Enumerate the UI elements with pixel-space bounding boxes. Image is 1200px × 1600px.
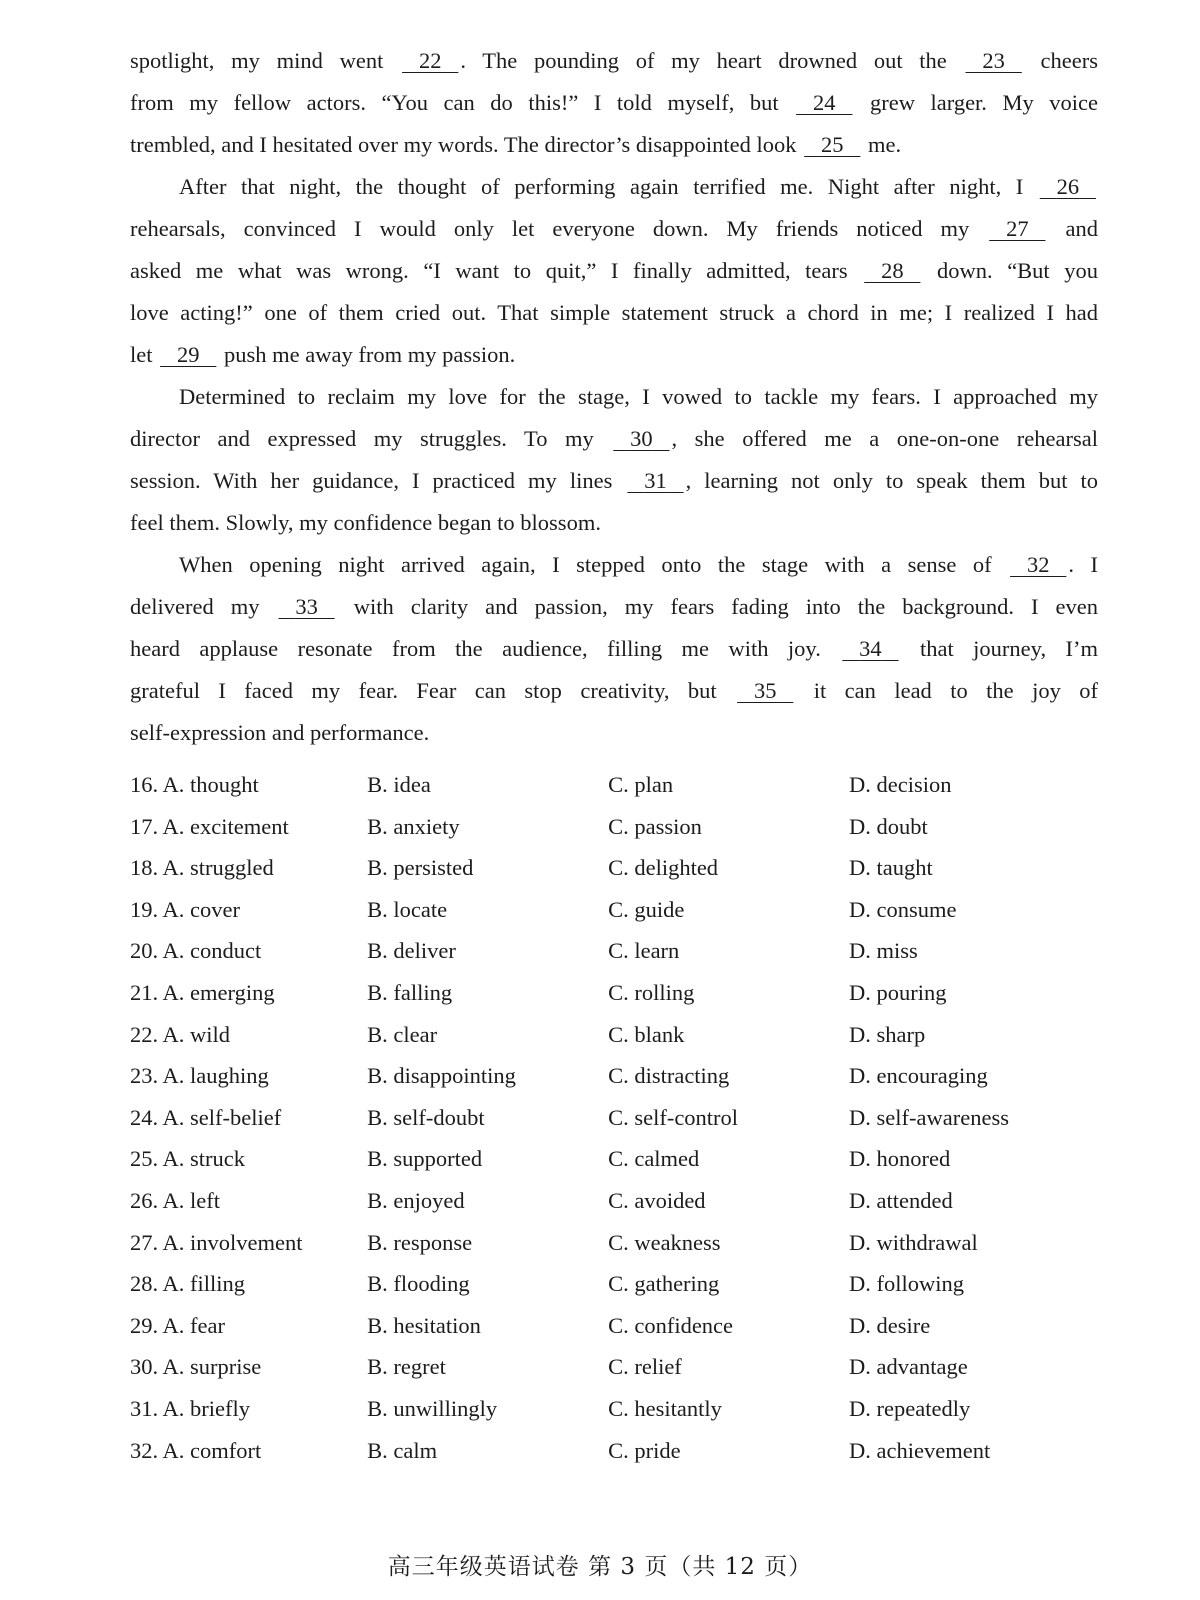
option-d: D. decision <box>849 772 952 797</box>
option-b: B. anxiety <box>367 813 460 839</box>
option-a <box>130 847 367 889</box>
option-b: B. self-doubt <box>367 1104 485 1130</box>
answer-blank: 31 <box>644 468 667 493</box>
passage-text: and <box>1047 216 1098 241</box>
option-c: C. calmed <box>608 1146 700 1172</box>
passage-line <box>130 124 1098 166</box>
option-d: D. desire <box>849 1312 931 1338</box>
option-a-text: A. cover <box>162 896 240 922</box>
answer-blank: 33 <box>295 594 318 619</box>
option-c: C. plan <box>608 772 674 797</box>
option-a-text: A. emerging <box>162 979 275 1005</box>
option-d: D. attended <box>849 1187 953 1213</box>
option-a-text: A. fear <box>162 1312 225 1338</box>
question-number: 16. <box>130 772 159 797</box>
option-b: B. deliver <box>367 938 456 964</box>
answer-blank: 23 <box>982 48 1005 73</box>
question-row <box>130 806 1090 848</box>
question-number: 19. <box>130 896 159 922</box>
passage-text: grew larger. My voice <box>854 90 1098 115</box>
option-b: B. enjoyed <box>367 1187 465 1213</box>
option-c: C. delighted <box>608 855 719 881</box>
option-b: B. clear <box>367 1021 438 1047</box>
question-number: 28. <box>130 1271 159 1297</box>
passage-text: trembled, and I hesitated over my words. The director’s disappointed look <box>130 132 803 157</box>
question-number: 30. <box>130 1354 159 1380</box>
passage-line <box>130 460 1098 502</box>
question-number: 20. <box>130 938 159 964</box>
option-d: D. doubt <box>849 813 928 839</box>
option-b: B. persisted <box>367 855 474 881</box>
option-b: B. hesitation <box>367 1312 481 1338</box>
passage-text: feel them. Slowly, my confidence began to blossom. <box>130 510 601 535</box>
answer-blank: 25 <box>821 132 844 157</box>
option-c: C. gathering <box>608 1271 720 1297</box>
option-c: C. blank <box>608 1021 685 1047</box>
passage-line <box>130 334 1098 376</box>
question-row <box>130 1138 1090 1180</box>
option-c: C. hesitantly <box>608 1395 722 1421</box>
answer-blank: 22 <box>418 48 442 73</box>
option-a <box>130 930 367 972</box>
option-a-text: A. struck <box>162 1146 246 1172</box>
option-a-text: A. comfort <box>162 1437 262 1463</box>
question-row <box>130 972 1090 1014</box>
option-b: B. supported <box>367 1146 483 1172</box>
question-number: 21. <box>130 979 159 1005</box>
passage-text: me. <box>862 132 902 157</box>
option-c: C. pride <box>608 1437 681 1463</box>
option-a <box>130 1097 367 1139</box>
question-row <box>130 1388 1090 1430</box>
question-number: 25. <box>130 1146 159 1172</box>
question-row <box>130 1180 1090 1222</box>
passage-line <box>130 544 1098 586</box>
question-row <box>130 764 1090 806</box>
passage-text: heard applause resonate from the audience, filling me with joy. <box>130 636 841 661</box>
answer-blank: 29 <box>177 342 200 367</box>
option-d: D. advantage <box>849 1354 968 1380</box>
option-a-text: A. wild <box>162 1021 231 1047</box>
cloze-passage <box>130 40 1098 754</box>
option-c: C. weakness <box>608 1229 721 1255</box>
passage-text: rehearsals, convinced I would only let everyone down. My friends noticed my <box>130 216 988 241</box>
passage-text: love acting!” one of them cried out. That simple statement struck a chord in me; I realized I had <box>130 300 1098 325</box>
option-c: C. rolling <box>608 979 695 1005</box>
option-d: D. taught <box>849 855 933 881</box>
option-a-text: A. struggled <box>162 855 274 881</box>
option-b: B. disappointing <box>367 1063 516 1089</box>
passage-line <box>130 292 1098 334</box>
option-b: B. calm <box>367 1437 438 1463</box>
option-a-text: A. self-belief <box>162 1104 282 1130</box>
answer-blank: 30 <box>630 426 653 451</box>
passage-line <box>130 628 1098 670</box>
option-d: D. achievement <box>849 1437 991 1463</box>
passage-line <box>130 82 1098 124</box>
passage-text: asked me what was wrong. “I want to quit,” I finally admitted, tears <box>130 258 863 283</box>
option-c: C. guide <box>608 896 685 922</box>
answer-blank: 24 <box>813 90 836 115</box>
passage-text: . I <box>1068 552 1098 577</box>
question-row <box>130 1346 1090 1388</box>
option-c: C. distracting <box>608 1063 730 1089</box>
answer-blank: 34 <box>859 636 882 661</box>
passage-text: that journey, I’m <box>900 636 1099 661</box>
question-number: 24. <box>130 1104 159 1130</box>
answer-blank: 28 <box>881 258 904 283</box>
option-a <box>130 972 367 1014</box>
question-row <box>130 847 1090 889</box>
passage-text: from my fellow actors. “You can do this!” I told myself, but <box>130 90 795 115</box>
option-c: C. confidence <box>608 1312 734 1338</box>
question-row <box>130 889 1090 931</box>
option-a <box>130 889 367 931</box>
option-d: D. pouring <box>849 979 947 1005</box>
answer-blank: 27 <box>1006 216 1029 241</box>
passage-text: push me away from my passion. <box>218 342 516 367</box>
option-b: B. falling <box>367 979 453 1005</box>
option-d: D. encouraging <box>849 1063 988 1089</box>
question-row <box>130 930 1090 972</box>
option-a-text: A. conduct <box>162 938 262 964</box>
option-b: B. idea <box>367 772 431 797</box>
passage-text: spotlight, my mind went <box>130 48 401 73</box>
option-c: C. self-control <box>608 1104 739 1130</box>
option-b: B. locate <box>367 896 448 922</box>
question-number: 17. <box>130 813 159 839</box>
option-d: D. honored <box>849 1146 951 1172</box>
option-a-text: A. laughing <box>162 1063 269 1089</box>
option-d: D. self-awareness <box>849 1104 1009 1130</box>
option-a-text: A. left <box>162 1187 220 1213</box>
option-a <box>130 806 367 848</box>
question-number: 31. <box>130 1395 159 1421</box>
option-a-text: A. briefly <box>162 1395 250 1421</box>
passage-text: with clarity and passion, my fears fading into the background. I even <box>336 594 1098 619</box>
option-c: C. avoided <box>608 1187 706 1213</box>
option-a-text: A. excitement <box>162 813 289 839</box>
question-row <box>130 1097 1090 1139</box>
option-c: C. relief <box>608 1354 682 1380</box>
passage-line <box>130 250 1098 292</box>
option-b: B. regret <box>367 1354 446 1380</box>
question-number: 27. <box>130 1229 159 1255</box>
option-b: B. flooding <box>367 1271 470 1297</box>
option-a-text: A. surprise <box>162 1354 262 1380</box>
passage-text: grateful I faced my fear. Fear can stop creativity, but <box>130 678 736 703</box>
passage-text: let <box>130 342 159 367</box>
passage-text: After that night, the thought of performing again terrified me. Night after night, I <box>179 174 1038 199</box>
passage-line <box>130 166 1098 208</box>
option-b: B. response <box>367 1229 473 1255</box>
option-d: D. sharp <box>849 1021 926 1047</box>
answer-options <box>130 764 1090 1471</box>
option-a-text: A. thought <box>162 772 259 797</box>
question-row <box>130 1222 1090 1264</box>
passage-text: Determined to reclaim my love for the stage, I vowed to tackle my fears. I approached my <box>179 384 1098 409</box>
passage-text: it can lead to the joy of <box>795 678 1098 703</box>
passage-line <box>130 670 1098 712</box>
option-a <box>130 1305 367 1347</box>
passage-text: . The pounding of my heart drowned out the <box>460 48 964 73</box>
option-d: D. miss <box>849 938 918 964</box>
passage-line <box>130 712 1098 754</box>
passage-text: director and expressed my struggles. To my <box>130 426 612 451</box>
option-a-text: A. involvement <box>162 1229 303 1255</box>
option-a <box>130 1263 367 1305</box>
passage-text: , she offered me a one-on-one rehearsal <box>671 426 1098 451</box>
option-c: C. passion <box>608 813 702 839</box>
option-a <box>130 1346 367 1388</box>
page-footer: 高三年级英语试卷 第 3 页（共 12 页） <box>387 1554 813 1580</box>
option-d: D. following <box>849 1271 965 1297</box>
option-a <box>130 1138 367 1180</box>
question-row <box>130 1305 1090 1347</box>
passage-text: self-expression and performance. <box>130 720 430 745</box>
option-a <box>130 1055 367 1097</box>
option-a <box>130 764 367 806</box>
option-d: D. withdrawal <box>849 1229 978 1255</box>
option-b: B. unwillingly <box>367 1395 498 1421</box>
passage-line <box>130 502 1098 544</box>
answer-blank: 26 <box>1056 174 1080 199</box>
passage-line <box>130 418 1098 460</box>
question-number: 26. <box>130 1187 159 1213</box>
option-a <box>130 1430 367 1472</box>
passage-line <box>130 376 1098 418</box>
passage-line <box>130 40 1098 82</box>
question-number: 29. <box>130 1312 159 1338</box>
question-row <box>130 1055 1090 1097</box>
passage-text: , learning not only to speak them but to <box>685 468 1098 493</box>
answer-blank: 32 <box>1026 552 1050 577</box>
option-a <box>130 1388 367 1430</box>
passage-text: session. With her guidance, I practiced my lines <box>130 468 626 493</box>
passage-line <box>130 586 1098 628</box>
question-number: 22. <box>130 1021 159 1047</box>
passage-line <box>130 208 1098 250</box>
option-a <box>130 1222 367 1264</box>
option-a <box>130 1014 367 1056</box>
option-a <box>130 1180 367 1222</box>
passage-text: cheers <box>1023 48 1098 73</box>
option-d: D. consume <box>849 896 957 922</box>
passage-text: down. “But you <box>922 258 1098 283</box>
question-number: 23. <box>130 1063 159 1089</box>
question-number: 18. <box>130 855 159 881</box>
option-c: C. learn <box>608 938 680 964</box>
answer-blank: 35 <box>753 678 777 703</box>
question-number: 32. <box>130 1437 159 1463</box>
passage-text: delivered my <box>130 594 277 619</box>
question-row <box>130 1014 1090 1056</box>
option-d: D. repeatedly <box>849 1395 971 1421</box>
option-a-text: A. filling <box>162 1271 246 1297</box>
passage-text: When opening night arrived again, I stepped onto the stage with a sense of <box>179 552 1009 577</box>
question-row <box>130 1263 1090 1305</box>
question-row <box>130 1430 1090 1472</box>
